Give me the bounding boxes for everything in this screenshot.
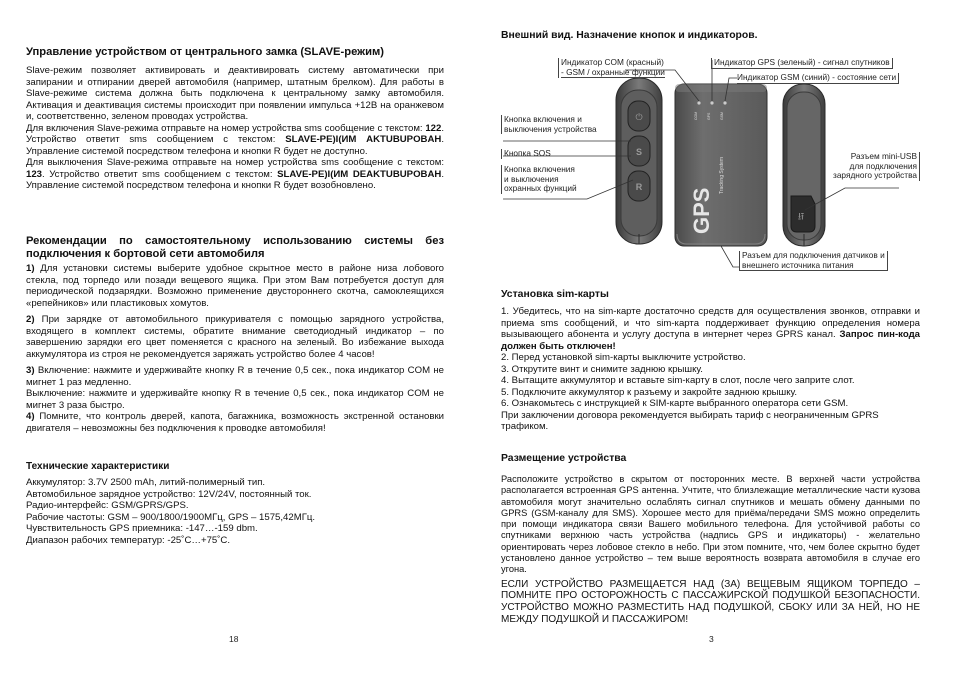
svg-text:Tracking System: Tracking System (719, 156, 725, 194)
disable-reply: SLAVE-PE)I(ИМ DEAKTUBUPOBAH (277, 168, 442, 180)
power-button-label: Кнопка включения и выключения устройства (501, 115, 597, 134)
recommendation-item: 2) При зарядке от автомобильного прикуривателя с помощью зарядного устройства, входящего в комплект системы, обратите внимание светодиодный индикатор – по завершению зарядки его цвет поменяется с красного на зеленый. Во избежание выхода аккумулятора из строя не рекомендуется заряжать устройство более 4 часов! (26, 314, 444, 360)
usb-port-label: Разъем mini-USB для подключения зарядного устройства (833, 152, 920, 181)
recommendation-item: 3) Включение: нажмите и удерживайте кнопку R в течение 0,5 сек., пока индикатор COM не мигнет 1 раз медленно. (26, 365, 444, 388)
svg-text:⏻: ⏻ (635, 113, 643, 123)
spec-item: Радио-интерфейс: GSM/GPRS/GPS. (26, 500, 189, 511)
sim-tariff-note: При заключении договора рекомендуется выбирать тариф с неограниченным GPRS трафиком. (501, 409, 879, 432)
page-number: 18 (229, 634, 239, 644)
spec-item: Аккумулятор: 3.7V 2500 mAh, литий-полимерный тип. (26, 477, 266, 488)
slave-disable-paragraph: Для выключения Slave-режима отправьте на номер устройства sms сообщение с текстом: 123. Устройство ответит sms сообщением с текстом: SLAVE-PE)I(ИМ DEAKTUBUPOBAH. Управление системой посредством телефона и кнопки R будет возобновлено. (26, 157, 444, 191)
svg-text:GSM: GSM (720, 112, 724, 120)
svg-text:S: S (635, 147, 643, 157)
spec-item: Рабочие частоты: GSM – 900/1800/1900МГц, GPS – 1575,42МГц. (26, 511, 316, 523)
svg-text:COM: COM (694, 111, 698, 120)
recommendations-heading: Рекомендации по самостоятельному использованию системы без подключения к бортовой сети автомобиля (26, 235, 444, 260)
guard-button-label: Кнопка включения и выключения охранных функций (501, 165, 577, 194)
device-diagram (501, 48, 920, 280)
com-led (697, 101, 700, 104)
sim-step: 6. Ознакомьтесь с инструкцией к SIM-карте выбранного оператора сети GSM. (501, 398, 849, 409)
slave-mode-heading: Управление устройством от центрального замка (SLAVE-режим) (26, 46, 384, 58)
connector-label: Разъем для подключения датчиков и внешнего источника питания (739, 251, 888, 271)
enable-reply: SLAVE-PE)I(ИМ AKTUBUPOBAH (285, 134, 442, 145)
gps-led (710, 101, 713, 104)
appearance-heading: Внешний вид. Назначение кнопок и индикаторов. (501, 30, 758, 41)
sim-step: 3. Открутите винт и снимите заднюю крышку. (501, 363, 703, 375)
slave-mode-intro: Slave-режим позволяет активировать и деактивировать систему автоматически при запирании и отпирании дверей автомобиля (например, штатным брелком). Для работы в Slave-режиме система должна быть подключена к центральному замку автомобиля. Активация и деактивация системы происходит при появлении импульса +12В на оранжевом и, соответственно, зеленом проводах устройства. (26, 65, 444, 122)
airbag-warning: ЕСЛИ УСТРОЙСТВО РАЗМЕЩАЕТСЯ НАД (ЗА) ВЕЩЕВЫМ ЯЩИКОМ ТОРПЕДО – ПОМНИТЕ ПРО ОСТОРОЖНОСТЬ С ПАССАЖИРСКОЙ ПОДУШКОЙ БЕЗОПАСНОСТИ. УСТРОЙСТВО МОЖНО РАЗМЕСТИТЬ НАД ПОДУШКОЙ, СБОКУ ИЛИ ЗА НЕЙ, НО НЕ МЕЖДУ ПОДУШКОЙ И ПАССАЖИРОМ! (501, 578, 920, 626)
svg-text:GPS: GPS (707, 112, 711, 120)
disable-code: 123 (26, 168, 43, 180)
right-page (501, 0, 920, 675)
com-indicator-label: Индикатор COM (красный) - GSM / охранные функции (558, 58, 665, 78)
placement-paragraph: Расположите устройство в скрытом от посторонних месте. В верхней части устройства располагается встроенная GPS антенна. Учтите, что близлежащие металлические части кузова автомобиля могут значительно ослаблять сигнал спутников и мешать обмену данными по GPRS (GSM-каналу для SMS). Хорошее место для приёма/передачи SMS можно определить при помощи индикатора связи Вашего мобильного телефона. Для устойчивой работы со спутниками верхнюю часть устройства (надпись GPS и индикаторы) - желательно ориентировать через лобовое стекло в небо. При этом помните, что, чем более скрытно будет установлено данное устройство – тем выше вероятность возврата автомобиля в случае его угона. (501, 474, 920, 575)
spec-item: Чувствительность GPS приемника: -147…-159 dbm. (26, 523, 258, 534)
gps-indicator-label: Индикатор GPS (зеленый) - сигнал спутников (711, 58, 893, 69)
sim-install-heading: Установка sim-карты (501, 289, 609, 300)
sim-step: 5. Подключите аккумулятор к разъему и закройте заднюю крышку. (501, 386, 798, 398)
gsm-indicator-label: Индикатор GSM (синий) - состояние сети (737, 73, 899, 84)
sim-step: 2. Перед установкой sim-карты выключите устройство. (501, 352, 746, 363)
left-page (26, 0, 444, 675)
gsm-led (723, 101, 726, 104)
slave-enable-paragraph: Для включения Slave-режима отправьте на номер устройства sms сообщение с текстом: 122. Устройство ответит sms сообщением с текстом: SLAVE-PE)I(ИМ AKTUBUPOBAH. Управление системой посредством телефона и кнопки R будет не доступно. (26, 122, 444, 157)
svg-text:⭿: ⭿ (797, 212, 805, 223)
placement-heading: Размещение устройства (501, 453, 627, 464)
device-side-buttons (616, 78, 662, 244)
placement-text (501, 474, 920, 626)
recommendation-item: 1) Для установки системы выберите удобное скрытное место в районе низа лобового стекла, под торпедо или позади вещевого ящика. При этом Вам потребуется доступ для периодической подзарядки. Возможно применение двустороннего скотча, самоклеящихся «репейников» или пластиковых хомутов. (26, 263, 444, 309)
sim-step: 1. Убедитесь, что на sim-карте достаточно средств для осуществления звонков, отправки и приема sms сообщений, и что sim-карта поддерживает функцию определения номера вызывающего абонента и услугу доступа в интернет через GPRS канал. Запрос пин-кода должен быть отключен! (501, 306, 920, 352)
enable-code: 122 (425, 122, 442, 134)
recommendation-item: 4) Помните, что контроль дверей, капота, багажника, возможность экстренной остановки двигателя – невозможны без подключения к проводке автомобиля! (26, 411, 444, 434)
specs-list (26, 477, 444, 546)
pin-warning: Запрос пин-кода должен быть отключен! (501, 329, 920, 352)
sos-button-label: Кнопка SOS (501, 149, 551, 159)
gps-logo: GPS (689, 187, 714, 234)
spec-item: Диапазон рабочих температур: -25˚C…+75˚C. (26, 534, 231, 546)
recommendation-item-extra: Выключение: нажмите и удерживайте кнопку R в течение 0,5 сек., пока индикатор COM не мигнет 3 раза быстро. (26, 388, 444, 411)
svg-text:R: R (635, 182, 643, 192)
page-number: 3 (709, 634, 714, 644)
device-front (675, 84, 767, 246)
device-side-usb (783, 84, 825, 246)
sim-install-steps (501, 306, 920, 433)
spec-item: Автомобильное зарядное устройство: 12V/24V, постоянный ток. (26, 488, 312, 500)
specs-heading: Технические характеристики (26, 461, 170, 472)
recommendations-list (26, 263, 444, 434)
sim-step: 4. Вытащите аккумулятор и вставьте sim-карту в слот, после чего заприте слот. (501, 375, 855, 386)
slave-mode-text (26, 65, 444, 192)
